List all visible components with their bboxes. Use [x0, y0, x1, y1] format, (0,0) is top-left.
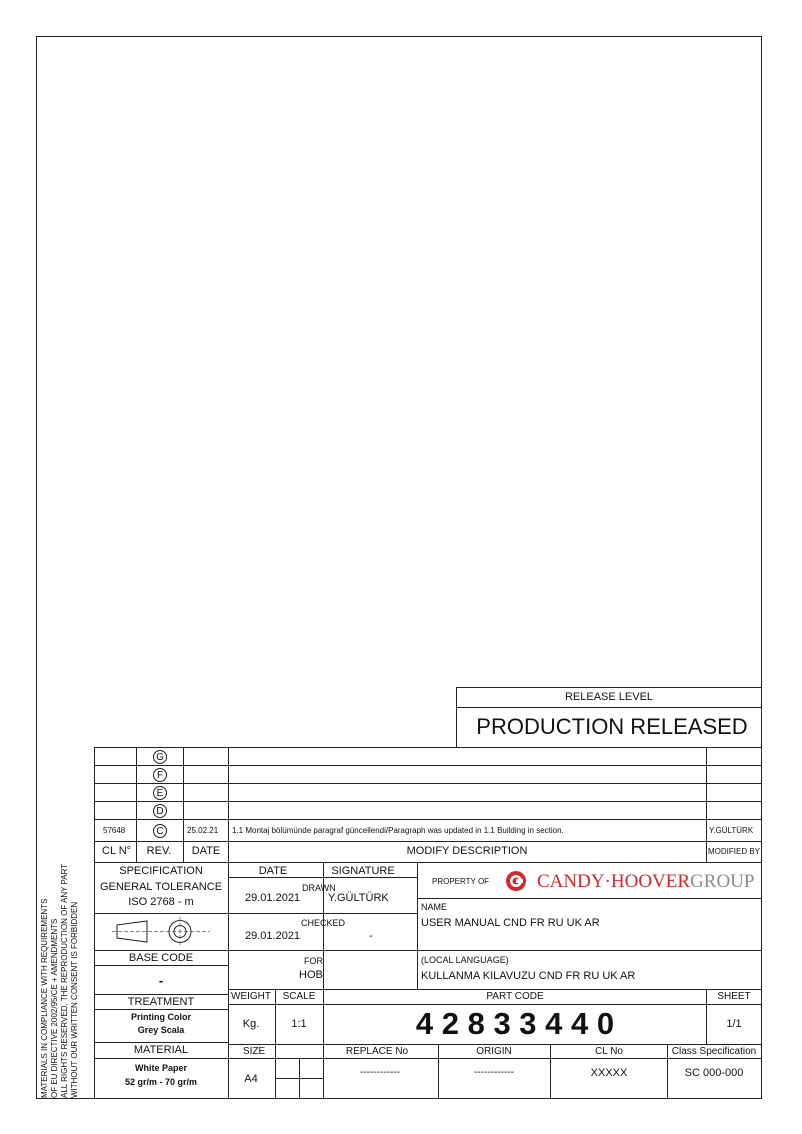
rule	[228, 913, 417, 914]
rule	[94, 913, 228, 914]
rule	[94, 819, 762, 820]
revision-d-circle: D	[153, 804, 167, 818]
local-language-label: (LOCAL LANGUAGE)	[421, 955, 509, 965]
revision-f-circle: F	[153, 768, 167, 782]
scale-header: SCALE	[282, 991, 316, 1002]
revision-cl-number: 57648	[103, 826, 126, 835]
drawn-date: 29.01.2021	[245, 892, 301, 904]
rule	[94, 1058, 228, 1059]
rule	[417, 898, 762, 899]
rule	[94, 747, 762, 748]
material-label: MATERIAL	[133, 1044, 189, 1056]
name-value: USER MANUAL CND FR RU UK AR	[421, 917, 600, 929]
checked-label: CHECKED	[301, 918, 346, 928]
name-label: NAME	[421, 902, 448, 912]
treatment-label: TREATMENT	[127, 996, 195, 1008]
material-line-1: White Paper	[134, 1063, 188, 1073]
compliance-line-2: OF EU DIRECTIVE 2002/95/CE + AMENDMENTS	[50, 918, 59, 1098]
approval-date-header: DATE	[258, 865, 288, 877]
candy-hoover-logo-icon	[505, 870, 527, 892]
treatment-line-2: Grey Scala	[137, 1025, 185, 1035]
rule	[94, 862, 762, 863]
replace-value: ------------	[360, 1067, 400, 1078]
revision-g-circle: G	[153, 750, 167, 764]
brand-group: GROUP	[690, 871, 755, 892]
class-specification-header: Class Specification	[671, 1046, 757, 1057]
rule	[417, 862, 418, 989]
rule	[94, 783, 762, 784]
rule	[228, 989, 762, 990]
property-label: PROPERTY OF	[432, 877, 490, 886]
header-cl: CL N°	[102, 845, 132, 857]
brand-main: CANDY·HOOVER	[537, 871, 691, 892]
header-modified-by: MODIFIED BY	[708, 847, 761, 856]
rule	[94, 965, 228, 966]
rule	[456, 687, 762, 688]
weight-value: Kg.	[242, 1018, 260, 1030]
rule	[94, 1042, 228, 1043]
drawn-by: Y.GÜLTÜRK	[328, 892, 389, 904]
base-code-label: BASE CODE	[128, 952, 194, 964]
size-value: A4	[244, 1073, 258, 1085]
specification-title: SPECIFICATION	[119, 865, 203, 877]
replace-header: REPLACE No	[345, 1046, 409, 1057]
weight-header: WEIGHT	[231, 991, 271, 1002]
rule	[228, 877, 417, 878]
sheet-value: 1/1	[726, 1018, 742, 1030]
rule	[94, 1009, 228, 1010]
class-specification-value: SC 000-000	[684, 1067, 744, 1079]
rule	[228, 1004, 762, 1005]
origin-header: ORIGIN	[476, 1046, 512, 1057]
revision-e-circle: E	[153, 786, 167, 800]
base-code-value: -	[158, 973, 164, 988]
projection-symbol-icon	[112, 917, 212, 947]
rule	[299, 1058, 300, 1098]
rule	[323, 862, 324, 1098]
sheet-header: SHEET	[717, 991, 751, 1002]
treatment-line-1: Printing Color	[131, 1012, 191, 1022]
rule	[94, 765, 762, 766]
approval-signature-header: SIGNATURE	[331, 865, 395, 877]
compliance-line-3: ALL RIGHTS RESERVED, THE REPRODUCTION OF ANY PART	[60, 863, 69, 1098]
for-value: HOB	[299, 969, 323, 981]
part-code-header: PART CODE	[486, 991, 544, 1002]
revision-date: 25.02.21	[187, 826, 219, 835]
revision-modified-by: Y.GÜLTÜRK	[709, 826, 754, 835]
rule	[94, 841, 762, 842]
for-label: FOR	[304, 956, 323, 966]
rule	[183, 747, 184, 862]
rule	[706, 747, 707, 862]
cl-no-header: CL No	[595, 1046, 623, 1057]
rule	[456, 687, 457, 747]
rule	[94, 801, 762, 802]
rule	[667, 1044, 668, 1098]
brand-name	[537, 872, 754, 891]
size-header: SIZE	[243, 1046, 266, 1057]
rule	[228, 1058, 762, 1059]
origin-value: ------------	[474, 1067, 514, 1078]
rule	[438, 1044, 439, 1098]
rule	[228, 1044, 762, 1045]
drawn-label: DRAWN	[302, 883, 336, 893]
revision-description: 1.1 Montaj bölümünde paragraf güncellendi/Paragraph was updated in 1.1 Building in section.	[232, 826, 564, 835]
cl-no-value: XXXXX	[590, 1067, 628, 1079]
rule	[94, 950, 228, 951]
header-rev: REV.	[146, 845, 172, 857]
header-date: DATE	[191, 845, 221, 857]
compliance-notice	[40, 864, 80, 1098]
header-modify-description: MODIFY DESCRIPTION	[406, 845, 528, 857]
material-line-2: 52 gr/m - 70 gr/m	[124, 1077, 198, 1087]
local-language-value: KULLANMA KILAVUZU CND FR RU UK AR	[421, 970, 636, 982]
rule	[550, 1044, 551, 1098]
rule	[228, 747, 229, 1098]
general-tolerance: GENERAL TOLERANCE	[99, 881, 223, 893]
revision-c-circle: C	[153, 824, 167, 838]
rule	[136, 747, 137, 862]
release-label: RELEASE LEVEL	[564, 691, 654, 703]
rule	[706, 989, 707, 1044]
iso-standard: ISO 2768 - m	[128, 896, 194, 908]
rule	[228, 950, 762, 951]
rule	[456, 707, 762, 708]
rule	[94, 994, 228, 995]
part-code-value: 4 2 8 3 3 4 4 0	[415, 1006, 615, 1041]
release-status: PRODUCTION RELEASED	[476, 714, 748, 739]
scale-value: 1:1	[291, 1018, 307, 1030]
compliance-line-1: MATERIALS IN COMPLIANCE WITH REQUIREMENTS	[40, 898, 49, 1098]
rule	[94, 747, 95, 1098]
checked-date: 29.01.2021	[245, 930, 301, 942]
checked-by: -	[369, 930, 373, 942]
compliance-line-4: WITHOUT OUR WRITTEN CONSENT IS FORBIDDEN	[70, 901, 79, 1098]
